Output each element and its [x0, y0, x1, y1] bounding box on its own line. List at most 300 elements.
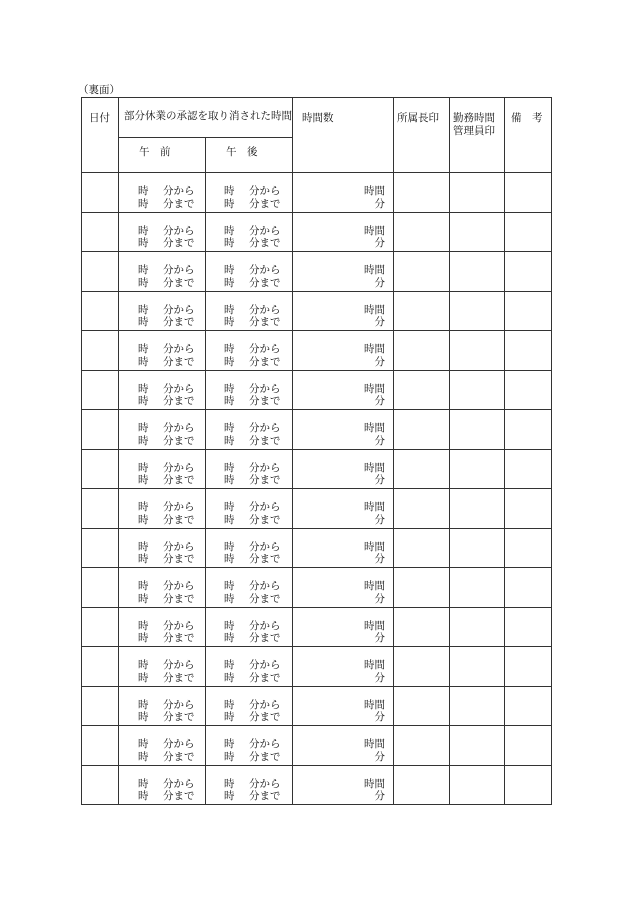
- until-label: 分まで: [163, 592, 195, 605]
- until-label: 分まで: [163, 474, 195, 486]
- hour-label: 時: [224, 632, 235, 644]
- hours-unit-label: 時間: [364, 382, 385, 395]
- until-label: 分まで: [163, 276, 195, 289]
- minutes-unit-label: 分: [374, 474, 385, 486]
- cancellation-record-table: [81, 97, 552, 805]
- hour-label: 時: [224, 395, 235, 407]
- remarks-cell[interactable]: [505, 765, 552, 805]
- hour-label: 時: [138, 395, 149, 407]
- minutes-unit-label: 分: [374, 750, 385, 763]
- hours-unit-label: 時間: [364, 659, 385, 671]
- chief-seal-cell[interactable]: [394, 765, 450, 805]
- remarks-cell[interactable]: [505, 173, 552, 213]
- am-time-cell[interactable]: [119, 726, 206, 766]
- manager-seal-cell[interactable]: [450, 291, 505, 331]
- until-label: 分まで: [249, 197, 281, 210]
- minutes-unit-label: 分: [374, 355, 385, 368]
- am-time-cell[interactable]: [119, 212, 206, 252]
- date-cell[interactable]: [82, 528, 119, 568]
- date-cell[interactable]: [82, 173, 119, 213]
- hours-cell[interactable]: [293, 449, 394, 489]
- hours-unit-label: 時間: [364, 501, 385, 513]
- hour-label: 時: [138, 698, 149, 711]
- hour-label: 時: [138, 224, 149, 237]
- until-label: 分まで: [163, 395, 195, 407]
- pm-time-cell[interactable]: [206, 370, 293, 410]
- date-cell[interactable]: [82, 765, 119, 805]
- until-label: 分まで: [163, 632, 195, 644]
- remarks-cell[interactable]: [505, 686, 552, 726]
- table-row: [82, 331, 552, 371]
- manager-seal-cell[interactable]: [450, 489, 505, 529]
- table-row: [82, 726, 552, 766]
- hour-label: 時: [224, 619, 235, 632]
- table-row: [82, 489, 552, 529]
- am-time-cell[interactable]: [119, 686, 206, 726]
- hour-label: 時: [138, 276, 149, 289]
- from-label: 分から: [163, 224, 195, 237]
- pm-time-cell[interactable]: [206, 528, 293, 568]
- hour-label: 時: [138, 434, 149, 447]
- pm-time-cell[interactable]: [206, 410, 293, 450]
- from-label: 分から: [249, 738, 281, 750]
- hours-unit-label: 時間: [364, 619, 385, 632]
- manager-seal-cell[interactable]: [450, 686, 505, 726]
- hour-label: 時: [224, 698, 235, 711]
- until-label: 分まで: [163, 711, 195, 723]
- manager-seal-cell[interactable]: [450, 173, 505, 213]
- hour-label: 時: [224, 461, 235, 474]
- manager-seal-cell[interactable]: [450, 370, 505, 410]
- date-cell[interactable]: [82, 686, 119, 726]
- hours-unit-label: 時間: [364, 303, 385, 316]
- header-manager-seal-line1: 勤務時間: [453, 112, 495, 124]
- am-time-cell[interactable]: [119, 765, 206, 805]
- hours-unit-label: 時間: [364, 224, 385, 237]
- hour-label: 時: [138, 738, 149, 750]
- remarks-cell[interactable]: [505, 212, 552, 252]
- hours-unit-label: 時間: [364, 422, 385, 434]
- until-label: 分まで: [249, 553, 281, 565]
- manager-seal-cell[interactable]: [450, 568, 505, 608]
- hours-cell[interactable]: [293, 489, 394, 529]
- hours-cell[interactable]: [293, 173, 394, 213]
- until-label: 分まで: [249, 434, 281, 447]
- until-label: 分まで: [163, 434, 195, 447]
- hour-label: 時: [224, 316, 235, 328]
- minutes-unit-label: 分: [374, 711, 385, 723]
- until-label: 分まで: [163, 671, 195, 684]
- hour-label: 時: [224, 382, 235, 395]
- header-cancelled-time: 部分休業の承認を取り消された時間: [119, 98, 293, 138]
- pm-time-cell[interactable]: [206, 291, 293, 331]
- hour-label: 時: [138, 632, 149, 644]
- hour-label: 時: [138, 343, 149, 355]
- from-label: 分から: [163, 698, 195, 711]
- remarks-cell[interactable]: [505, 331, 552, 371]
- until-label: 分まで: [163, 355, 195, 368]
- from-label: 分から: [163, 738, 195, 750]
- hour-label: 時: [224, 474, 235, 486]
- pm-time-cell[interactable]: [206, 568, 293, 608]
- remarks-cell[interactable]: [505, 449, 552, 489]
- manager-seal-cell[interactable]: [450, 410, 505, 450]
- hour-label: 時: [138, 355, 149, 368]
- chief-seal-cell[interactable]: [394, 291, 450, 331]
- date-cell[interactable]: [82, 331, 119, 371]
- pm-time-cell[interactable]: [206, 331, 293, 371]
- hours-unit-label: 時間: [364, 777, 385, 790]
- remarks-cell[interactable]: [505, 410, 552, 450]
- hour-label: 時: [224, 592, 235, 605]
- hours-unit-label: 時間: [364, 185, 385, 197]
- hours-unit-label: 時間: [364, 698, 385, 711]
- hour-label: 時: [224, 197, 235, 210]
- table-row: [82, 252, 552, 292]
- pm-time-cell[interactable]: [206, 765, 293, 805]
- minutes-unit-label: 分: [374, 553, 385, 565]
- until-label: 分まで: [249, 632, 281, 644]
- chief-seal-cell[interactable]: [394, 173, 450, 213]
- hours-cell[interactable]: [293, 370, 394, 410]
- header-manager-seal: [450, 98, 505, 173]
- from-label: 分から: [163, 777, 195, 790]
- until-label: 分まで: [249, 711, 281, 723]
- header-date: 日付: [82, 98, 119, 173]
- date-cell[interactable]: [82, 726, 119, 766]
- pm-time-cell[interactable]: [206, 686, 293, 726]
- hour-label: 時: [138, 750, 149, 763]
- hour-label: 時: [138, 303, 149, 316]
- remarks-cell[interactable]: [505, 607, 552, 647]
- hours-cell[interactable]: [293, 568, 394, 608]
- hour-label: 時: [138, 501, 149, 513]
- from-label: 分から: [163, 303, 195, 316]
- remarks-cell[interactable]: [505, 726, 552, 766]
- table-row: [82, 528, 552, 568]
- from-label: 分から: [163, 540, 195, 553]
- date-cell[interactable]: [82, 212, 119, 252]
- hour-label: 時: [138, 185, 149, 197]
- hour-label: 時: [138, 553, 149, 565]
- hour-label: 時: [224, 237, 235, 249]
- date-cell[interactable]: [82, 370, 119, 410]
- minutes-unit-label: 分: [374, 434, 385, 447]
- hours-cell[interactable]: [293, 528, 394, 568]
- hour-label: 時: [224, 343, 235, 355]
- from-label: 分から: [249, 659, 281, 671]
- manager-seal-cell[interactable]: [450, 647, 505, 687]
- table-row: [82, 568, 552, 608]
- header-manager-seal-line2: 管理員印: [453, 125, 495, 137]
- hour-label: 時: [224, 185, 235, 197]
- from-label: 分から: [249, 224, 281, 237]
- hours-cell[interactable]: [293, 331, 394, 371]
- table-row: [82, 370, 552, 410]
- hour-label: 時: [224, 264, 235, 276]
- hours-cell[interactable]: [293, 291, 394, 331]
- hours-cell[interactable]: [293, 212, 394, 252]
- minutes-unit-label: 分: [374, 395, 385, 407]
- chief-seal-cell[interactable]: [394, 331, 450, 371]
- from-label: 分から: [163, 185, 195, 197]
- table-row: [82, 449, 552, 489]
- hour-label: 時: [138, 474, 149, 486]
- table-row: [82, 410, 552, 450]
- from-label: 分から: [163, 580, 195, 592]
- hour-label: 時: [224, 355, 235, 368]
- am-time-cell[interactable]: [119, 647, 206, 687]
- date-cell[interactable]: [82, 449, 119, 489]
- hour-label: 時: [138, 790, 149, 802]
- from-label: 分から: [249, 422, 281, 434]
- chief-seal-cell[interactable]: [394, 489, 450, 529]
- chief-seal-cell[interactable]: [394, 528, 450, 568]
- from-label: 分から: [163, 422, 195, 434]
- from-label: 分から: [163, 461, 195, 474]
- from-label: 分から: [249, 382, 281, 395]
- hour-label: 時: [224, 303, 235, 316]
- from-label: 分から: [249, 777, 281, 790]
- hours-cell[interactable]: [293, 607, 394, 647]
- date-cell[interactable]: [82, 568, 119, 608]
- am-time-cell[interactable]: [119, 370, 206, 410]
- hour-label: 時: [224, 659, 235, 671]
- until-label: 分まで: [249, 355, 281, 368]
- hour-label: 時: [224, 540, 235, 553]
- minutes-unit-label: 分: [374, 197, 385, 210]
- date-cell[interactable]: [82, 489, 119, 529]
- until-label: 分まで: [163, 197, 195, 210]
- hour-label: 時: [224, 777, 235, 790]
- hours-cell[interactable]: [293, 252, 394, 292]
- chief-seal-cell[interactable]: [394, 647, 450, 687]
- hour-label: 時: [224, 738, 235, 750]
- hour-label: 時: [224, 434, 235, 447]
- minutes-unit-label: 分: [374, 671, 385, 684]
- from-label: 分から: [249, 264, 281, 276]
- am-time-cell[interactable]: [119, 331, 206, 371]
- date-cell[interactable]: [82, 291, 119, 331]
- hour-label: 時: [224, 711, 235, 723]
- pm-time-cell[interactable]: [206, 607, 293, 647]
- until-label: 分まで: [249, 513, 281, 526]
- hour-label: 時: [224, 501, 235, 513]
- remarks-cell[interactable]: [505, 291, 552, 331]
- remarks-cell[interactable]: [505, 568, 552, 608]
- table-row: [82, 765, 552, 805]
- page-side-label: （裏面）: [78, 84, 120, 96]
- remarks-cell[interactable]: [505, 528, 552, 568]
- date-cell[interactable]: [82, 607, 119, 647]
- chief-seal-cell[interactable]: [394, 370, 450, 410]
- date-cell[interactable]: [82, 410, 119, 450]
- until-label: 分まで: [163, 237, 195, 249]
- minutes-unit-label: 分: [374, 276, 385, 289]
- date-cell[interactable]: [82, 252, 119, 292]
- chief-seal-cell[interactable]: [394, 449, 450, 489]
- minutes-unit-label: 分: [374, 790, 385, 802]
- manager-seal-cell[interactable]: [450, 528, 505, 568]
- from-label: 分から: [163, 382, 195, 395]
- minutes-unit-label: 分: [374, 632, 385, 644]
- pm-time-cell[interactable]: [206, 647, 293, 687]
- hours-cell[interactable]: [293, 647, 394, 687]
- from-label: 分から: [163, 659, 195, 671]
- from-label: 分から: [249, 619, 281, 632]
- until-label: 分まで: [249, 276, 281, 289]
- minutes-unit-label: 分: [374, 316, 385, 328]
- until-label: 分まで: [163, 553, 195, 565]
- pm-time-cell[interactable]: [206, 252, 293, 292]
- am-time-cell[interactable]: [119, 252, 206, 292]
- hours-cell[interactable]: [293, 686, 394, 726]
- hour-label: 時: [224, 580, 235, 592]
- table-row: [82, 647, 552, 687]
- table-row: [82, 291, 552, 331]
- hour-label: 時: [138, 382, 149, 395]
- hour-label: 時: [138, 777, 149, 790]
- am-time-cell[interactable]: [119, 528, 206, 568]
- hour-label: 時: [224, 671, 235, 684]
- until-label: 分まで: [249, 750, 281, 763]
- from-label: 分から: [249, 501, 281, 513]
- table-row: [82, 607, 552, 647]
- hours-unit-label: 時間: [364, 738, 385, 750]
- pm-time-cell[interactable]: [206, 212, 293, 252]
- pm-time-cell[interactable]: [206, 449, 293, 489]
- hour-label: 時: [138, 659, 149, 671]
- minutes-unit-label: 分: [374, 513, 385, 526]
- am-time-cell[interactable]: [119, 173, 206, 213]
- from-label: 分から: [163, 619, 195, 632]
- am-time-cell[interactable]: [119, 291, 206, 331]
- hour-label: 時: [138, 619, 149, 632]
- hour-label: 時: [224, 224, 235, 237]
- until-label: 分まで: [249, 671, 281, 684]
- from-label: 分から: [249, 303, 281, 316]
- remarks-cell[interactable]: [505, 370, 552, 410]
- hour-label: 時: [224, 276, 235, 289]
- hour-label: 時: [138, 540, 149, 553]
- manager-seal-cell[interactable]: [450, 449, 505, 489]
- am-time-cell[interactable]: [119, 410, 206, 450]
- hour-label: 時: [138, 422, 149, 434]
- chief-seal-cell[interactable]: [394, 568, 450, 608]
- chief-seal-cell[interactable]: [394, 607, 450, 647]
- until-label: 分まで: [249, 474, 281, 486]
- remarks-cell[interactable]: [505, 489, 552, 529]
- from-label: 分から: [163, 501, 195, 513]
- table-row: [82, 212, 552, 252]
- chief-seal-cell[interactable]: [394, 252, 450, 292]
- am-time-cell[interactable]: [119, 449, 206, 489]
- until-label: 分まで: [163, 750, 195, 763]
- hours-unit-label: 時間: [364, 461, 385, 474]
- until-label: 分まで: [249, 790, 281, 802]
- header-am: 午 前: [119, 138, 206, 173]
- hour-label: 時: [138, 197, 149, 210]
- hour-label: 時: [224, 553, 235, 565]
- am-time-cell[interactable]: [119, 568, 206, 608]
- hours-unit-label: 時間: [364, 264, 385, 276]
- until-label: 分まで: [249, 592, 281, 605]
- chief-seal-cell[interactable]: [394, 212, 450, 252]
- manager-seal-cell[interactable]: [450, 212, 505, 252]
- hours-unit-label: 時間: [364, 580, 385, 592]
- from-label: 分から: [249, 698, 281, 711]
- hours-cell[interactable]: [293, 726, 394, 766]
- chief-seal-cell[interactable]: [394, 686, 450, 726]
- pm-time-cell[interactable]: [206, 489, 293, 529]
- table-row: [82, 173, 552, 213]
- hour-label: 時: [224, 750, 235, 763]
- hour-label: 時: [224, 790, 235, 802]
- from-label: 分から: [249, 461, 281, 474]
- from-label: 分から: [249, 540, 281, 553]
- hours-unit-label: 時間: [364, 540, 385, 553]
- from-label: 分から: [249, 343, 281, 355]
- hour-label: 時: [138, 580, 149, 592]
- header-pm: 午 後: [206, 138, 293, 173]
- until-label: 分まで: [163, 790, 195, 802]
- hour-label: 時: [224, 422, 235, 434]
- from-label: 分から: [249, 580, 281, 592]
- from-label: 分から: [249, 185, 281, 197]
- hour-label: 時: [224, 513, 235, 526]
- hour-label: 時: [138, 316, 149, 328]
- pm-time-cell[interactable]: [206, 173, 293, 213]
- header-hours: 時間数: [293, 98, 394, 173]
- hour-label: 時: [138, 592, 149, 605]
- until-label: 分まで: [249, 237, 281, 249]
- manager-seal-cell[interactable]: [450, 765, 505, 805]
- hour-label: 時: [138, 671, 149, 684]
- hour-label: 時: [138, 461, 149, 474]
- hour-label: 時: [138, 264, 149, 276]
- remarks-cell[interactable]: [505, 252, 552, 292]
- from-label: 分から: [163, 264, 195, 276]
- minutes-unit-label: 分: [374, 237, 385, 249]
- manager-seal-cell[interactable]: [450, 252, 505, 292]
- header-chief-seal: 所属長印: [394, 98, 450, 173]
- from-label: 分から: [163, 343, 195, 355]
- am-time-cell[interactable]: [119, 607, 206, 647]
- until-label: 分まで: [249, 395, 281, 407]
- until-label: 分まで: [163, 316, 195, 328]
- hours-cell[interactable]: [293, 410, 394, 450]
- table-row: [82, 686, 552, 726]
- chief-seal-cell[interactable]: [394, 726, 450, 766]
- until-label: 分まで: [249, 316, 281, 328]
- until-label: 分まで: [163, 513, 195, 526]
- pm-time-cell[interactable]: [206, 726, 293, 766]
- hour-label: 時: [138, 513, 149, 526]
- hour-label: 時: [138, 711, 149, 723]
- remarks-cell[interactable]: [505, 647, 552, 687]
- hour-label: 時: [138, 237, 149, 249]
- hours-cell[interactable]: [293, 765, 394, 805]
- date-cell[interactable]: [82, 647, 119, 687]
- manager-seal-cell[interactable]: [450, 331, 505, 371]
- hours-unit-label: 時間: [364, 343, 385, 355]
- manager-seal-cell[interactable]: [450, 607, 505, 647]
- minutes-unit-label: 分: [374, 592, 385, 605]
- chief-seal-cell[interactable]: [394, 410, 450, 450]
- am-time-cell[interactable]: [119, 489, 206, 529]
- manager-seal-cell[interactable]: [450, 726, 505, 766]
- header-remarks: 備 考: [505, 98, 552, 173]
